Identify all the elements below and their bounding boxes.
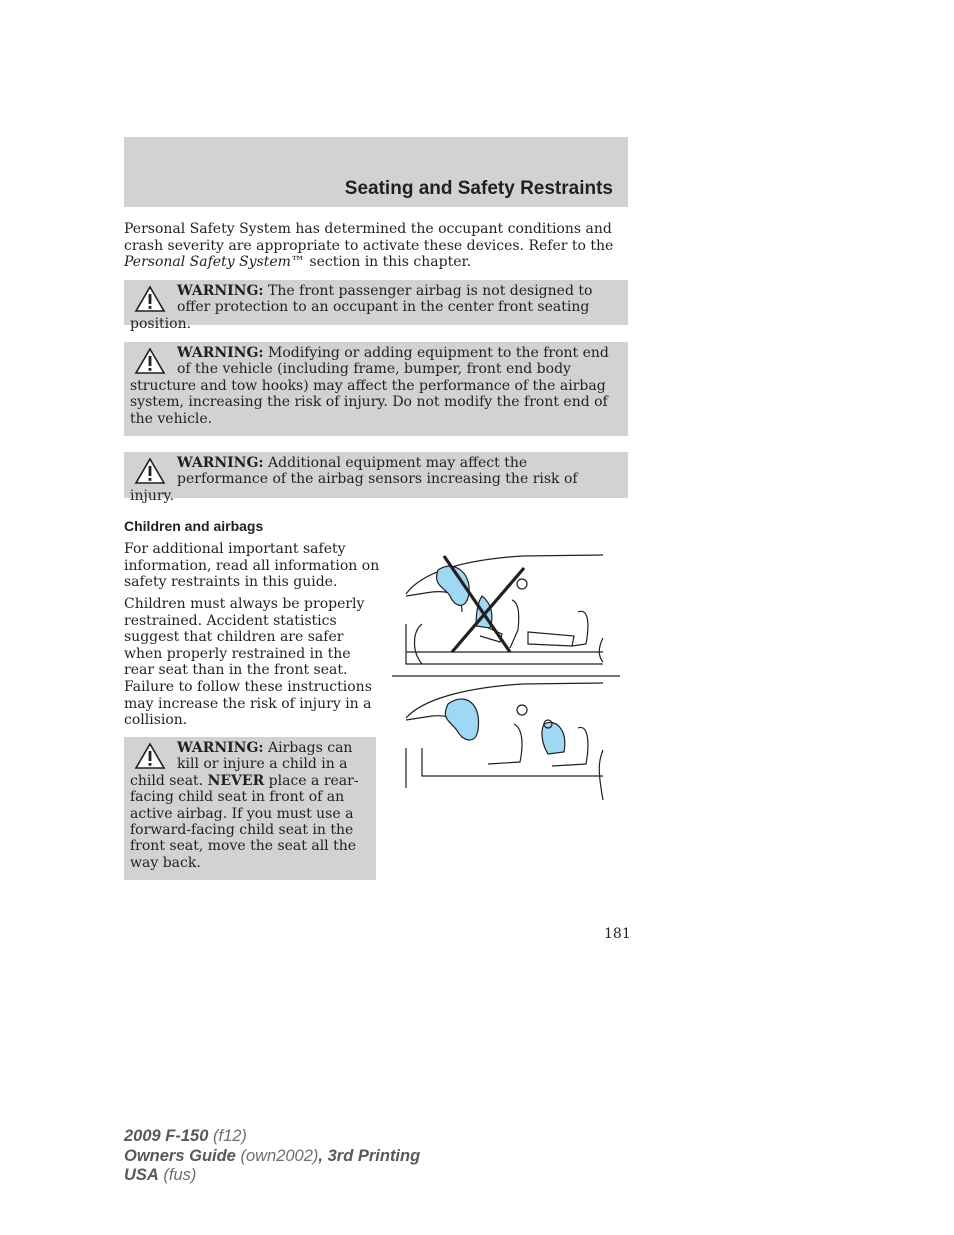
section-header-band [124,137,628,207]
warning-text: The front passenger airbag is not designed to offer protection to an occupant in the center front seating position. [130,283,593,332]
warning-label: WARNING: [177,455,264,471]
footer-model: 2009 F-150 [124,1127,209,1145]
warning-triangle-icon [134,457,166,485]
warning-emphasis: NEVER [207,772,265,789]
intro-text-before: Personal Safety System has determined the occupant conditions and crash severity are appropriate to activate these devices. Refer to the [124,221,614,254]
warning-triangle-icon [134,742,166,770]
footer-guide: Owners Guide [124,1146,236,1165]
intro-text-after: section in this chapter. [304,254,472,271]
footer-region: USA [124,1166,159,1184]
footer-line-region [124,1166,420,1186]
warning-box-child-seat [124,737,376,880]
section-title: Seating and Safety Restraints [344,178,613,199]
footer-region-code: (fus) [158,1166,197,1184]
warning-text: Airbags can kill or injure a child in a child seat. [130,740,353,789]
cross-mark-stroke [444,556,510,652]
intro-paragraph [124,221,628,271]
footer-line-guide [124,1147,420,1167]
warning-box-front-end [124,342,628,436]
incorrect-placement-drawing [406,555,603,664]
warning-text: Additional equipment may affect the performance of the airbag sensors increasing the risk of injury. [130,455,578,504]
deployed-airbag-shape [445,699,478,740]
warning-box-center-seat [124,280,628,332]
warning-triangle-icon [134,347,166,375]
footer-model-code: (f12) [208,1127,247,1145]
page-number: 181 [604,926,631,942]
footer-printing: , 3rd Printing [318,1146,421,1165]
warning-label: WARNING: [177,740,264,756]
warning-label: WARNING: [177,345,264,361]
body-paragraph: Children must always be properly restrained. Accident statistics suggest that children are safer when properly restrained in the rear seat than in the front seat. Failure to follow these instructions may increase the risk of injury in a collision. [124,596,372,729]
subsection-heading: Children and airbags [124,518,264,534]
warning-triangle-icon [134,285,166,313]
child-seat-airbag-illustration [392,552,622,802]
warning-text: place a rear-facing child seat in front of an active airbag. If you must use a forward-facing child seat in the front seat, move the seat all the way back. [130,772,359,871]
warning-label: WARNING: [177,283,264,299]
warning-text: Modifying or adding equipment to the front end of the vehicle (including frame, bumper, front end body structure and tow hooks) may affect the performance of the airbag system, increasing the risk of injury. Do not modify the front end of the vehicle. [130,345,609,427]
body-paragraph: For additional important safety information, read all information on safety restraints in this guide. [124,541,380,591]
footer-line-model [124,1127,420,1147]
document-footer [124,1127,420,1186]
intro-italic-reference: Personal Safety System™ [124,254,305,271]
warning-box-sensors [124,452,628,504]
correct-placement-drawing [406,683,603,800]
footer-guide-code: (own2002) [235,1146,319,1165]
